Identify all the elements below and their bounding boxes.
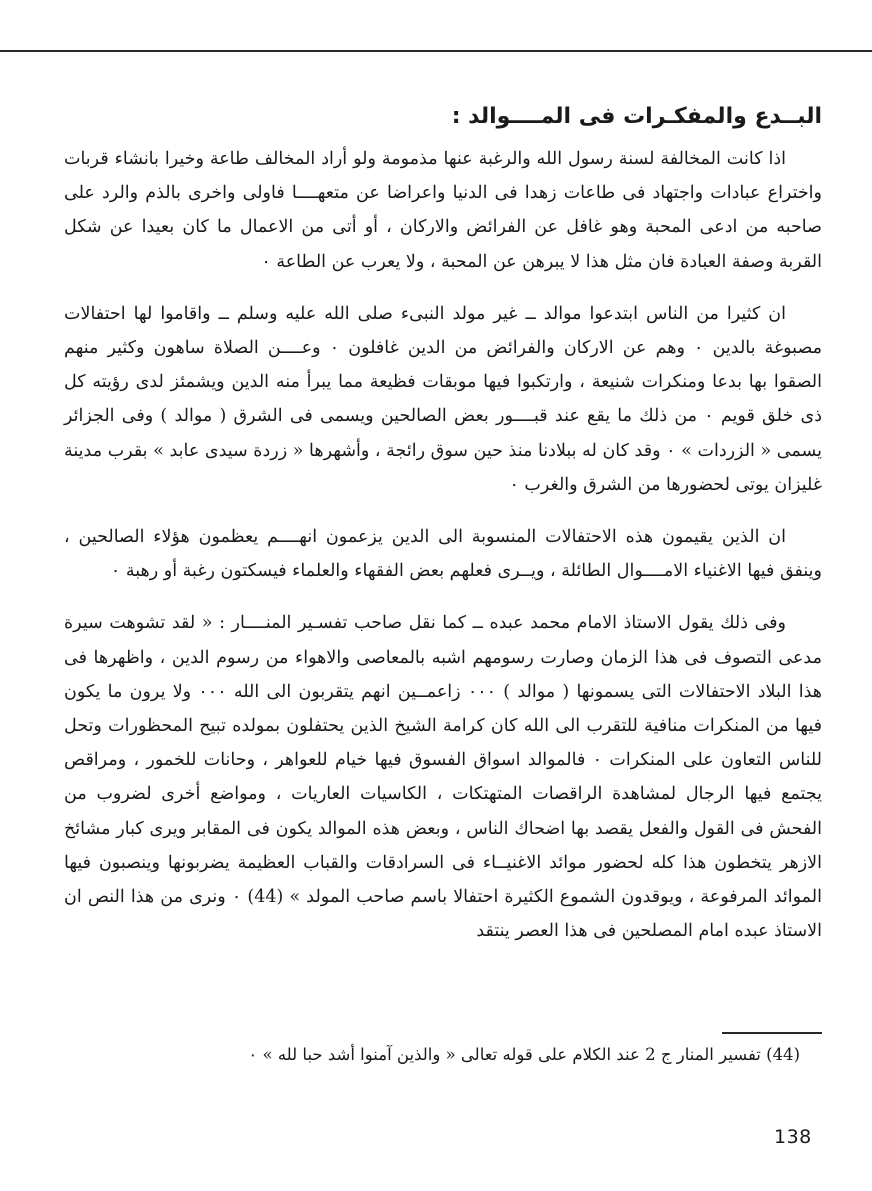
page-body [64,102,822,948]
page-number: 138 [774,1126,812,1148]
paragraph-1: اذا كانت المخالفة لسنة رسول الله والرغبة عنها مذمومة ولو أراد المخالف طاعة وخيرا بانشاء قربات واختراع عبادات واجتهاد فى طاعات زهدا فى الدنيا واعراضا عن متعهــــا فاولى واخرى بالذم والرد على صاحبه من ادعى المحبة وهو غافل عن الفرائض والاركان ، أو أتى من الاعمال ما كان بعيدا عن شكل القربة وصفة العبادة فان مثل هذا لا يبرهن عن المحبة ، ولا يعرب عن الطاعة ٠ [64,149,822,272]
top-rule [0,50,872,52]
footnote: (44) تفسير المنار ج 2 عند الكلام على قوله تعالى « والذين آمنوا أشد حبا لله » ٠ [248,1045,800,1064]
paragraph-2: ان كثيرا من الناس ابتدعوا موالد ــ غير مولد النبىء صلى الله عليه وسلم ــ واقاموا لها احتفالات مصبوغة بالدين ٠ وهم عن الاركان والفرائض من الدين غافلون ٠ وعــــن الصلاة ساهون وكثير منهم الصقوا بها بدعا ومنكرات شنيعة ، وارتكبوا فيها موبقات فظيعة مما يبرأ منه الدين ويشمئز لدى رؤيته كل ذى خلق قويم ٠ من ذلك ما يقع عند قبــــور بعض الصالحين ويسمى فى الشرق ( موالد ) وفى الجزائر يسمى « الزردات » ٠ وقد كان له ببلادنا منذ حين سوق رائجة ، وأشهرها « زردة سيدى عابد » بقرب مدينة غليزان يوتى لحضورها من الشرق والغرب ٠ [64,303,822,495]
footnote-rule [722,1032,822,1034]
paragraph-4: وفى ذلك يقول الاستاذ الامام محمد عبده ــ كما نقل صاحب تفسـير المنــــار : « لقد تشوهت سيرة مدعى التصوف فى هذا الزمان وصارت رسومهم اشبه بالمعاصى والاهواء من رسوم الدين ، واظهرها فى هذا البلاد الاحتفالات التى يسمونها ( موالد ) ٠٠٠ زاعمــين انهم يتقربون الى الله ٠٠٠ ولا يرون ما يكون فيها من المنكرات منافية للتقرب الى الله كان كرامة الشيخ الذين يحتفلون بمولده تبيح المحظورات وتحل للناس التعاون على المنكرات ٠ فالموالد اسواق الفسوق فيها خيام للعواهر ، وحانات للخمور ، ومراقص يجتمع فيها الرجال لمشاهدة الراقصات المتهتكات ، الكاسيات العاريات ، ومواضع أخرى لضروب من الفحش فى القول والفعل يقصد بها اضحاك الناس ، وبعض هذه الموالد يكون فى المقابر ويرى كبار مشائخ الازهر يتخطون هذا كله لحضور موائد الاغنيــاء فى السرادقات والقباب العظيمة يضربونها وينصبون فيها الموائد المرفوعة ، ويوقدون الشموع الكثيرة احتفالا باسم صاحب المولد » (44) ٠ ونرى من هذا النص ان الاستاذ عبده امام المصلحين فى هذا العصر ينتقد [64,613,822,942]
section-heading: البــدع والمفكـرات فى المــــوالد : [451,104,822,129]
paragraph-3: ان الذين يقيمون هذه الاحتفالات المنسوبة الى الدين يزعمون انهــــم يعظمون هؤلاء الصالحين ، وينفق فيها الاغنياء الامــــوال الطائلة ، ويــرى فعلهم بعض الفقهاء والعلماء فيسكتون رغبة أو رهبة ٠ [64,527,822,582]
